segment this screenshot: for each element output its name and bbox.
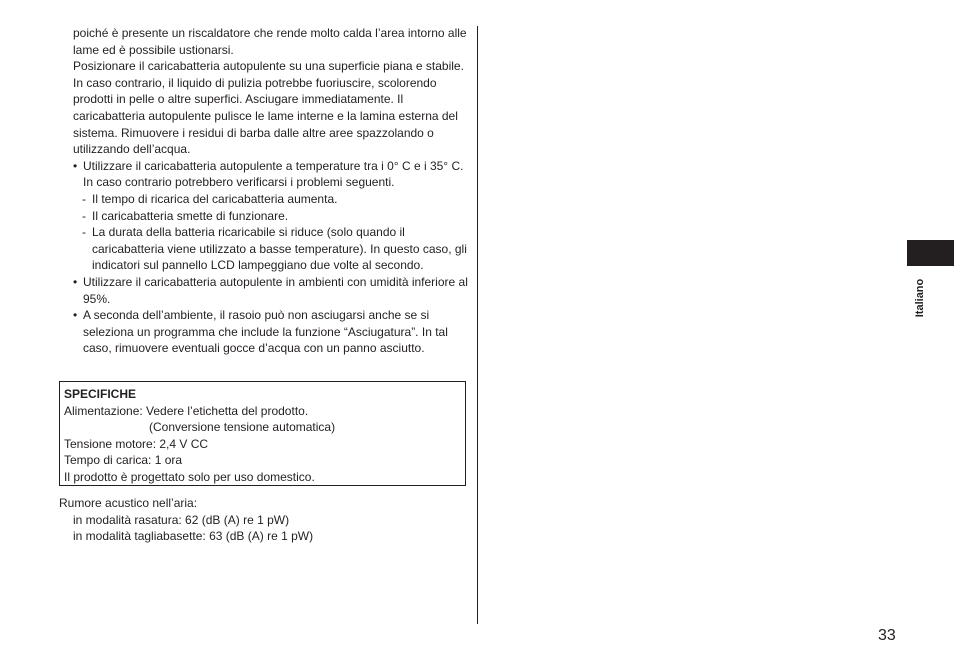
specifications-box	[59, 381, 466, 486]
sub-item-text: Il caricabatteria smette di funzionare.	[92, 208, 289, 223]
paragraph-heater-warning: poiché è presente un riscaldatore che rende molto calda l’area intorno alle lame ed è possibile ustionarsi.	[73, 26, 467, 57]
instructions-text	[73, 25, 473, 357]
bullet-mark: •	[73, 274, 78, 289]
spec-motor-voltage: Tensione motore: 2,4 V CC	[64, 436, 209, 451]
spec-domestic-use: Il prodotto è progettato solo per uso domestico.	[64, 469, 315, 484]
noise-trimming: in modalità tagliabasette: 63 (dB (A) re 1 pW)	[73, 529, 314, 544]
dash-mark: -	[82, 191, 86, 206]
sub-item-charge-time	[73, 191, 473, 208]
specifications-title: SPECIFICHE	[64, 387, 137, 401]
bullet-drying	[73, 307, 473, 357]
bullet-mark: •	[73, 158, 78, 173]
bullet-text: Utilizzare il caricabatteria autopulente in ambienti con umidità inferiore al 95%.	[83, 274, 468, 306]
noise-shaving: in modalità rasatura: 62 (dB (A) re 1 pW)	[73, 512, 290, 527]
language-tab-marker	[907, 240, 954, 266]
bullet-text: Utilizzare il caricabatteria autopulente a temperature tra i 0° C e i 35° C. In caso contrario potrebbero verificarsi i problemi seguenti.	[83, 158, 464, 190]
column-divider	[477, 26, 478, 624]
paragraph-placement: Posizionare il caricabatteria autopulente su una superficie piana e stabile. In caso contrario, il liquido di pulizia potrebbe fuoriuscire, scolorendo prodotti in pelle o altre superfici. Asciugare immediatamente. Il caricabatteria autopulente pulisce le lame interne e la lamina esterna del sistema. Rimuovere i residui di barba dalle altre aree spazzolando o utilizzando dell’acqua.	[73, 59, 464, 157]
dash-mark: -	[82, 225, 86, 240]
sub-item-stops-working	[73, 208, 473, 225]
bullet-temperature	[73, 158, 473, 191]
spec-power: Alimentazione: Vedere l’etichetta del prodotto.	[64, 403, 309, 418]
bullet-mark: •	[73, 308, 78, 323]
noise-section	[59, 495, 459, 545]
bullet-text: A seconda dell’ambiente, il rasoio può non asciugarsi anche se si seleziona un programma che include la funzione “Asciugatura”. In tal caso, rimuovere eventuali gocce d’acqua con un panno asciutto.	[83, 308, 448, 356]
noise-title: Rumore acustico nell’aria:	[59, 496, 198, 510]
page-number: 33	[878, 627, 896, 644]
dash-mark: -	[82, 208, 86, 223]
bullet-humidity	[73, 274, 473, 307]
sub-item-text: Il tempo di ricarica del caricabatteria aumenta.	[92, 191, 338, 206]
sub-item-battery-life	[73, 224, 473, 274]
language-label: Italiano	[914, 278, 926, 318]
spec-power-note: (Conversione tensione automatica)	[149, 420, 336, 435]
sub-item-text: La durata della batteria ricaricabile si riduce (solo quando il caricabatteria viene utilizzato a basse temperature). In questo caso, gli indicatori sul pannello LCD lampeggiano due volte al secondo.	[92, 225, 467, 273]
spec-charge-time: Tempo di carica: 1 ora	[64, 453, 183, 468]
